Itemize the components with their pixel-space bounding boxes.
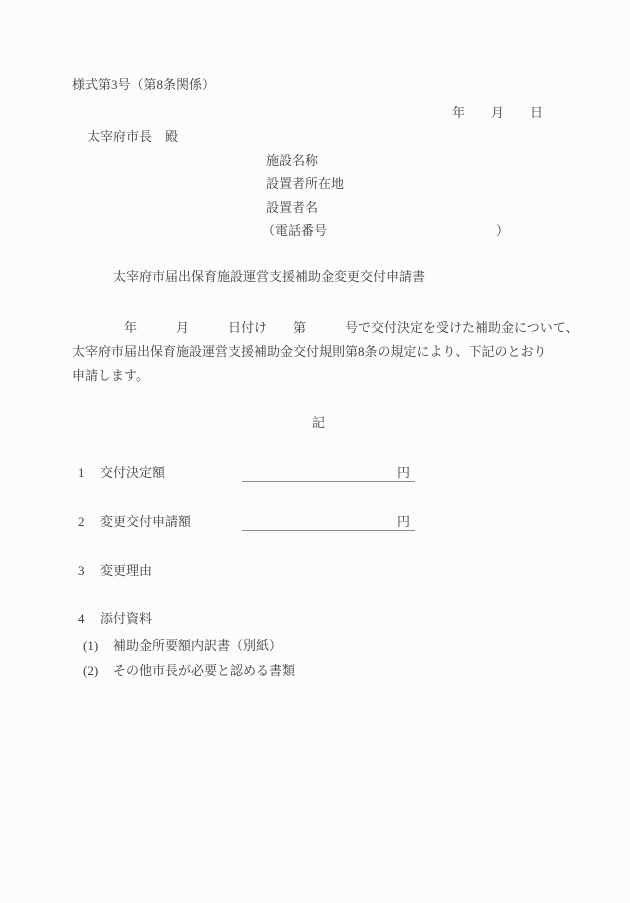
founder-name-label: 設置者名: [266, 200, 319, 215]
attachment-label: 補助金所要額内訳書（別紙）: [113, 638, 283, 653]
item-number: 1: [78, 465, 85, 480]
item-row-grant-decision-amount: [0, 463, 630, 482]
record-marker: 記: [312, 415, 326, 430]
document-title: 太宰府市届出保育施設運営支援補助金変更交付申請書: [113, 269, 426, 284]
item-row-attached-documents: [0, 609, 630, 628]
item-row-change-application-amount: [0, 512, 630, 531]
unit-label: 円: [396, 514, 410, 529]
phone-close-paren: ）: [495, 223, 509, 238]
attachment-row: [0, 636, 630, 655]
attachment-label: その他市長が必要と認める書類: [113, 663, 296, 678]
attachment-number: (2): [83, 663, 99, 678]
body-line: 年 月 日付け 第 号で交付決定を受けた補助金について、: [72, 320, 579, 335]
item-number: 3: [78, 563, 85, 578]
founder-address-label: 設置者所在地: [266, 176, 345, 191]
form-number: 様式第3号（第8条関係）: [72, 77, 216, 92]
amount-underline: [242, 512, 415, 531]
attachment-number: (1): [83, 638, 99, 653]
amount-underline: [242, 463, 415, 482]
phone-number-line: [262, 222, 509, 240]
body-line: 申請します。: [72, 368, 149, 383]
addressee: 太宰府市長 殿: [87, 129, 179, 144]
facility-name-label: 施設名称: [266, 153, 319, 168]
issue-date-line: 年 月 日: [452, 105, 544, 120]
unit-label: 円: [396, 465, 410, 480]
item-label: 添付資料: [100, 611, 153, 626]
item-row-change-reason: [0, 561, 630, 580]
item-label: 変更交付申請額: [100, 514, 192, 529]
body-paragraph: [72, 316, 579, 388]
item-label: 交付決定額: [100, 465, 166, 480]
item-label: 変更理由: [100, 563, 153, 578]
item-number: 2: [78, 514, 85, 529]
attachment-row: [0, 661, 630, 680]
phone-label: （電話番号: [262, 223, 328, 238]
body-line: 太宰府市届出保育施設運営支援補助金交付規則第8条の規定により、下記のとおり: [72, 344, 547, 359]
item-number: 4: [78, 611, 85, 626]
